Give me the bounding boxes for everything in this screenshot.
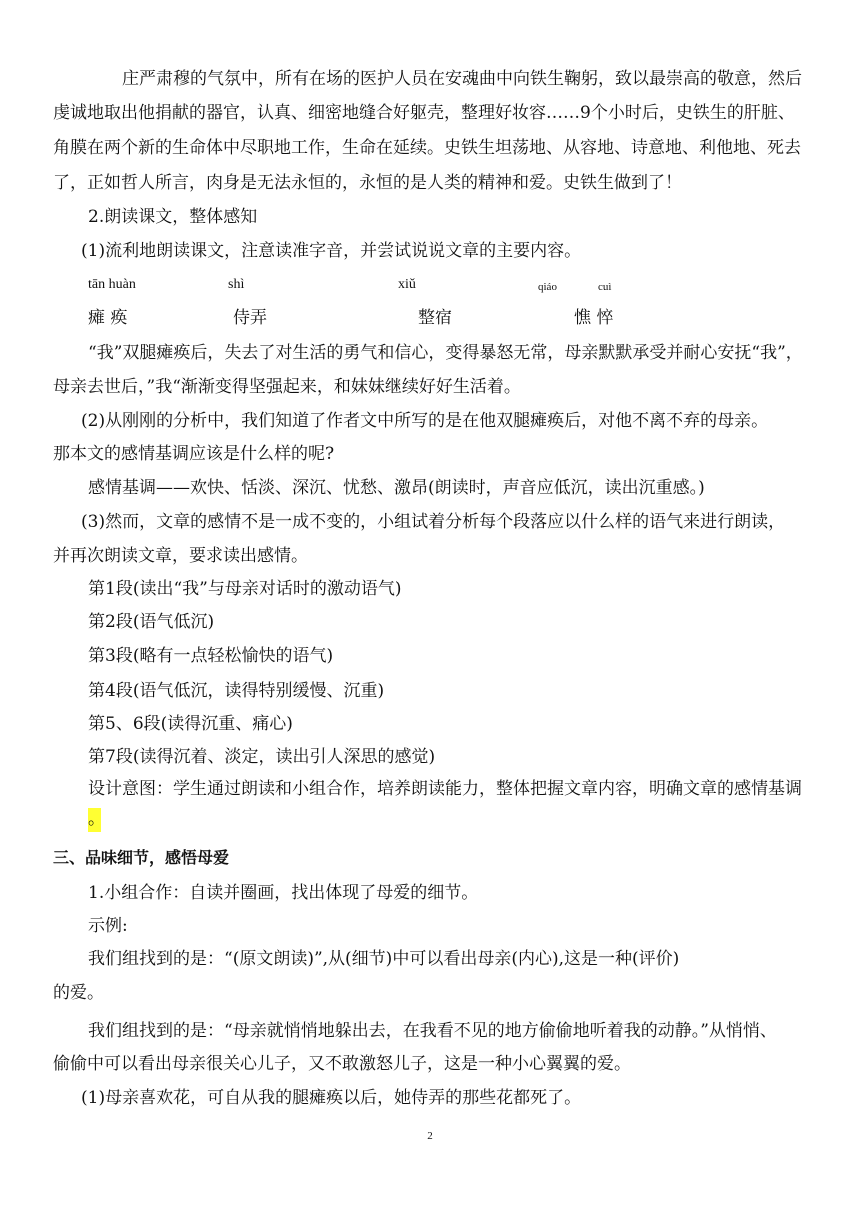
para-guide-2: 第2段(语气低沉) — [88, 612, 215, 632]
para1-line3: 角膜在两个新的生命体中尽职地工作，生命在延续。史铁生坦荡地、从容地、诗意地、利他地、死去 — [53, 138, 801, 158]
step2-heading: 2.朗读课文，整体感知 — [88, 207, 258, 227]
section3-heading: 三、品味细节，感悟母爱 — [53, 848, 230, 867]
example-template-line1: 我们组找到的是：“(原文朗读)”,从(细节)中可以看出母亲(内心),这是一种(评价) — [88, 949, 680, 969]
pinyin-qiao: qiáo — [538, 281, 557, 293]
step2-2-line2: 那本文的感情基调应该是什么样的呢? — [53, 444, 335, 464]
tone-line: 感情基调——欢快、恬淡、深沉、忧愁、激昂(朗读时，声音应低沉，读出沉重感。) — [88, 478, 705, 498]
summary-line1: “我”双腿瘫痪后，失去了对生活的勇气和信心，变得暴怒无常，母亲默默承受并耐心安抚“我”， — [88, 343, 803, 363]
page-number: 2 — [427, 1130, 433, 1142]
summary-line2: 母亲去世后，”我“渐渐变得坚强起来，和妹妹继续好好生活着。 — [53, 377, 521, 397]
step2-1: (1)流利地朗读课文，注意读准字音，并尝试说说文章的主要内容。 — [81, 241, 582, 261]
s3-1: 1.小组合作：自读并圈画，找出体现了母爱的细节。 — [88, 883, 479, 903]
para1-line1: 庄严肃穆的气氛中，所有在场的医护人员在安魂曲中向铁生鞠躬，致以最崇高的敬意，然后 — [122, 69, 802, 89]
example-answer-line2: 偷偷中可以看出母亲很关心儿子，又不敢激怒儿子，这是一种小心翼翼的爱。 — [53, 1054, 631, 1074]
pinyin-xiu: xiǔ — [398, 277, 416, 292]
step2-3-line1: (3)然而，文章的感情不是一成不变的，小组试着分析每个段落应以什么样的语气来进行朗读， — [81, 512, 786, 532]
word-qiaocui: 憔 悴 — [574, 308, 614, 328]
para-guide-1: 第1段(读出“我”与母亲对话时的激动语气) — [88, 579, 402, 599]
design-intent-end — [88, 808, 105, 832]
para1-line4: 了，正如哲人所言，肉身是无法永恒的，永恒的是人类的精神和爱。史铁生做到了！ — [53, 173, 682, 193]
step2-3-line2: 并再次朗读文章，要求读出感情。 — [53, 546, 308, 566]
example-label: 示例: — [88, 916, 128, 936]
pinyin-cui: cuì — [598, 281, 612, 293]
highlight-mark: 。 — [88, 808, 101, 832]
word-zhengxiu: 整宿 — [418, 308, 452, 328]
para1-line2: 虔诚地取出他捐献的器官，认真、细密地缝合好躯壳，整理好妆容……9个小时后，史铁生的肝脏、 — [53, 103, 795, 123]
s3-1-1: (1)母亲喜欢花，可自从我的腿瘫痪以后，她侍弄的那些花都死了。 — [81, 1088, 582, 1108]
pinyin-shi: shì — [228, 277, 245, 292]
para-guide-7: 第7段(读得沉着、淡定，读出引人深思的感觉) — [88, 747, 436, 767]
word-shinong: 侍弄 — [233, 308, 267, 328]
word-tanhuan: 瘫 痪 — [88, 308, 128, 328]
example-template-line2: 的爱。 — [53, 983, 104, 1003]
step2-2-line1: (2)从刚刚的分析中，我们知道了作者文中所写的是在他双腿瘫痪后，对他不离不弃的母亲。 — [81, 411, 769, 431]
example-answer-line1: 我们组找到的是：“母亲就悄悄地躲出去，在我看不见的地方偷偷地听着我的动静。”从悄悄、 — [88, 1021, 777, 1041]
para-guide-3: 第3段(略有一点轻松愉快的语气) — [88, 646, 334, 666]
para-guide-5: 第5、6段(读得沉重、痛心) — [88, 714, 293, 734]
para-guide-4: 第4段(语气低沉，读得特别缓慢、沉重) — [88, 681, 385, 701]
pinyin-tanhuan: tān huàn — [88, 277, 136, 292]
design-intent: 设计意图：学生通过朗读和小组合作，培养朗读能力，整体把握文章内容，明确文章的感情基调 — [88, 779, 802, 799]
